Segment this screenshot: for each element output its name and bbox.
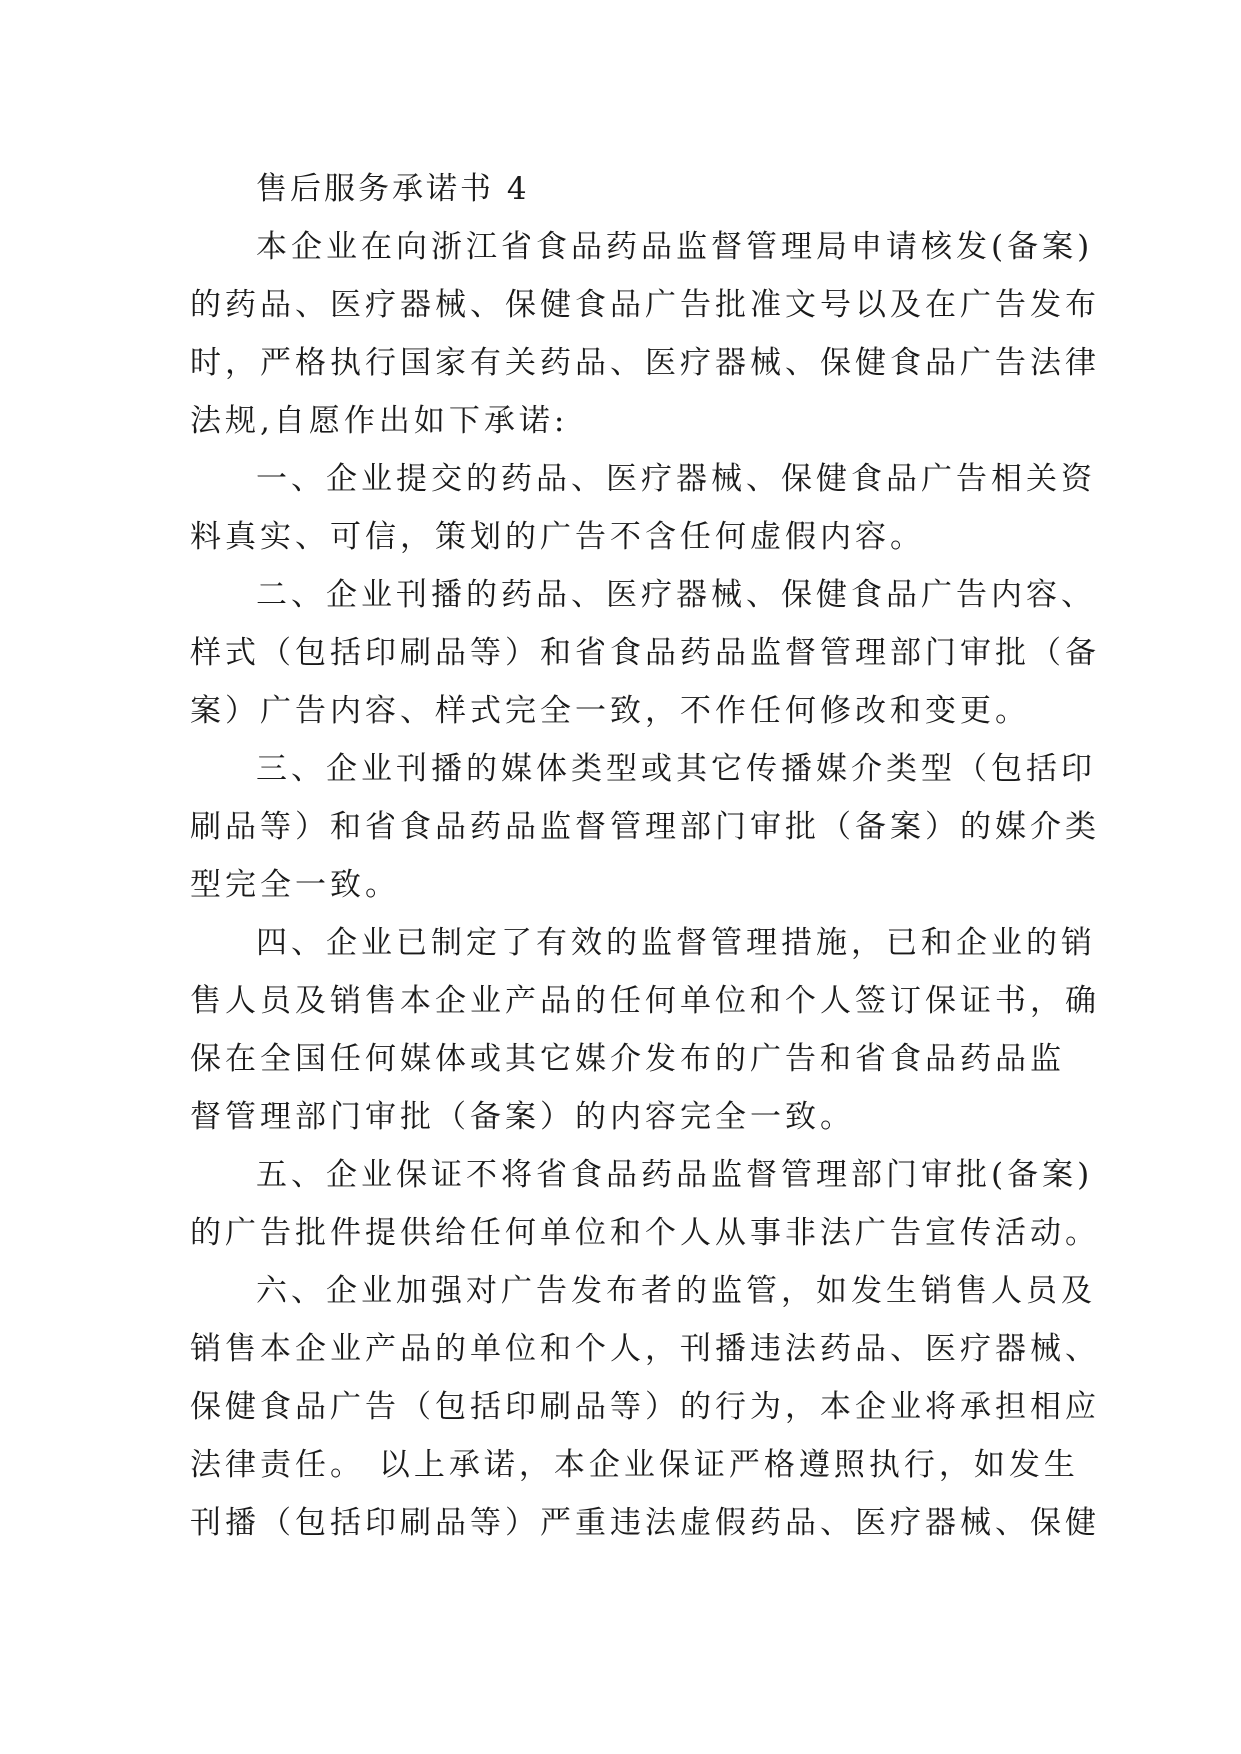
text-line: 法规,自愿作出如下承诺: — [190, 403, 569, 439]
text-line: 保在全国任何媒体或其它媒介发布的广告和省食品药品监 — [190, 1041, 1065, 1077]
text-line: 样式（包括印刷品等）和省食品药品监督管理部门审批（备 — [190, 635, 1100, 671]
text-line: 型完全一致。 — [190, 867, 400, 903]
text-line: 的广告批件提供给任何单位和个人从事非法广告宣传活动。 — [190, 1215, 1100, 1251]
text-line: 售人员及销售本企业产品的任何单位和个人签订保证书，确 — [190, 983, 1100, 1019]
text-line: 刊播（包括印刷品等）严重违法虚假药品、医疗器械、保健 — [190, 1505, 1100, 1541]
text-line: 六、企业加强对广告发布者的监管，如发生销售人员及 — [256, 1273, 1096, 1309]
text-line: 五、企业保证不将省食品药品监督管理部门审批(备案) — [256, 1157, 1094, 1193]
text-line: 二、企业刊播的药品、医疗器械、保健食品广告内容、 — [256, 577, 1096, 613]
document-title: 售后服务承诺书 4 — [256, 171, 530, 207]
text-line: 法律责任。 以上承诺，本企业保证严格遵照执行，如发生 — [190, 1447, 1079, 1483]
text-line: 督管理部门审批（备案）的内容完全一致。 — [190, 1099, 855, 1135]
text-line: 保健食品广告（包括印刷品等）的行为，本企业将承担相应 — [190, 1389, 1100, 1425]
text-line: 料真实、可信，策划的广告不含任何虚假内容。 — [190, 519, 925, 555]
text-line: 销售本企业产品的单位和个人，刊播违法药品、医疗器械、 — [190, 1331, 1100, 1367]
text-line: 案）广告内容、样式完全一致，不作任何修改和变更。 — [190, 693, 1030, 729]
text-line: 四、企业已制定了有效的监督管理措施，已和企业的销 — [256, 925, 1096, 961]
text-line: 时，严格执行国家有关药品、医疗器械、保健食品广告法律 — [190, 345, 1100, 381]
text-line: 三、企业刊播的媒体类型或其它传播媒介类型（包括印 — [256, 751, 1096, 787]
text-line: 一、企业提交的药品、医疗器械、保健食品广告相关资 — [256, 461, 1096, 497]
text-line: 本企业在向浙江省食品药品监督管理局申请核发(备案) — [256, 229, 1094, 265]
document-body — [190, 160, 1100, 1552]
text-line: 刷品等）和省食品药品监督管理部门审批（备案）的媒介类 — [190, 809, 1100, 845]
text-line: 的药品、医疗器械、保健食品广告批准文号以及在广告发布 — [190, 287, 1100, 323]
